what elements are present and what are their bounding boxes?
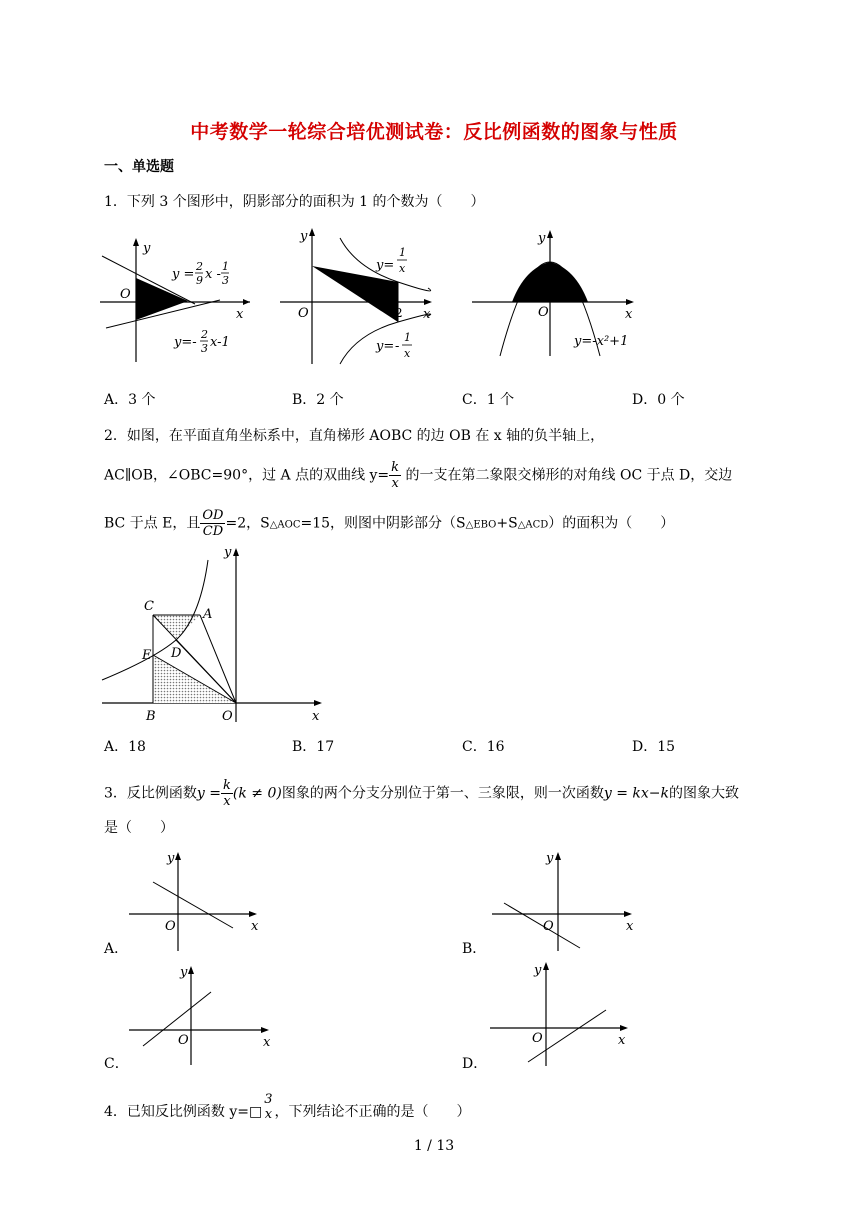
svg-text:3: 3 (222, 274, 229, 287)
svg-text:y: y (534, 963, 542, 978)
q1-fig2-tick-2: 2 (395, 306, 403, 320)
q1-fig2-eq-top (375, 246, 407, 275)
svg-text:y=-: y=- (174, 335, 197, 350)
q2-line3-part-a: BC 于点 E，且 (104, 515, 201, 532)
svg-text:2: 2 (196, 260, 203, 273)
q2-option-d[interactable]: D．15 (632, 739, 676, 755)
q1-fig1-y-label: y (143, 241, 151, 256)
q1-fig1-origin-label: O (120, 287, 131, 302)
svg-text:1: 1 (399, 246, 406, 259)
svg-text:y: y (167, 851, 175, 866)
page-title: 中考数学一轮综合培优测试卷：反比例函数的图象与性质 (190, 121, 678, 143)
svg-text:x: x (618, 1033, 626, 1048)
q3-option-a[interactable]: A． (104, 941, 129, 957)
q2-label-b: B (146, 709, 156, 724)
q1-fig3-x-label: x (625, 307, 633, 322)
svg-text:2: 2 (201, 328, 208, 341)
q1-fig2-eq-bottom (375, 331, 412, 360)
q2-figure (100, 540, 340, 725)
q3-graph-b (488, 848, 640, 953)
svg-text:x: x (626, 919, 634, 934)
q1-fig3-y-label: y (538, 231, 546, 246)
svg-text:O: O (532, 1031, 543, 1046)
svg-text:y: y (180, 965, 188, 980)
q3-option-b[interactable]: B． (462, 941, 487, 957)
q4-part-b: ，下列结论不正确的是（ ） (274, 1104, 471, 1120)
q1-option-b[interactable]: B．2 个 (292, 392, 344, 408)
svg-text:x-1: x-1 (210, 335, 230, 350)
q1-figure-1 (100, 238, 270, 363)
svg-text:y=: y= (376, 339, 395, 354)
svg-text:x: x (251, 919, 259, 934)
q2-label-e: E (142, 648, 152, 663)
q1-fig1-x-label: x (236, 307, 244, 322)
svg-text:O: O (178, 1033, 189, 1048)
question-2-line-2 (104, 460, 732, 491)
q2-option-b[interactable]: B．17 (292, 739, 335, 755)
question-3-line-2: 是（ ） (104, 820, 174, 836)
q2-label-y: y (224, 545, 232, 560)
q1-figure-2 (278, 226, 438, 366)
q2-label-x: x (312, 709, 320, 724)
svg-text:y: y (546, 851, 554, 866)
svg-text:O: O (165, 919, 176, 934)
question-1-text: 1．下列 3 个图形中，阴影部分的面积为 1 的个数为（ ） (104, 194, 485, 210)
q2-frac-od-cd: $\frac{OD}{CD}$ (202, 508, 224, 539)
question-4-text (104, 1092, 471, 1122)
q2-line2-part-a: AC∥OB，∠OBC=90°，过 A 点的双曲线 y= (104, 467, 390, 484)
q1-fig2-y-label: y (300, 229, 308, 244)
svg-text:O: O (543, 919, 554, 934)
svg-text:9: 9 (196, 274, 203, 287)
question-3-line-1: 3．反比例函数y = $\frac{k}{x}$ (k ≠ 0)图象的两个分支分别位于第一、三象限，则一次函数y = kx−k的图象大致 (104, 778, 739, 809)
q3-graph-d (486, 958, 638, 1068)
question-2-line-1: 2．如图，在平面直角坐标系中，直角梯形 AOBC 的边 OB 在 x 轴的负半轴上， (104, 428, 605, 444)
svg-text:y =: y = (172, 267, 195, 282)
q2-label-c: C (144, 599, 154, 614)
q3-graph-c (125, 962, 277, 1067)
q1-fig2-x-label: x (423, 307, 431, 322)
q3-option-d[interactable]: D． (462, 1056, 488, 1072)
svg-text:1: 1 (404, 331, 411, 344)
svg-text:3: 3 (201, 342, 208, 355)
q4-part-a: 4．已知反比例函数 y=□ (104, 1104, 263, 1120)
q1-option-d[interactable]: D．0 个 (632, 392, 685, 408)
q1-fig2-origin-label: O (298, 306, 309, 321)
svg-text:-: - (395, 339, 400, 354)
q1-fig3-origin-label: O (538, 305, 549, 320)
svg-text:x: x (263, 1035, 271, 1050)
q3-option-c[interactable]: C． (104, 1056, 129, 1072)
q2-label-d: D (171, 646, 182, 661)
q1-fig1-eq-top (171, 260, 229, 287)
q4-frac-3-over-x: 3 x (264, 1092, 273, 1122)
q1-fig1-eq-bottom (173, 328, 230, 355)
q3-linear-function: y = kx−k (603, 785, 669, 802)
q3-graph-a (125, 848, 265, 953)
svg-text:y=: y= (376, 258, 395, 273)
section-heading: 一、单选题 (104, 159, 174, 175)
q2-label-a: A (203, 607, 213, 622)
q2-line2-part-b: 的一支在第二象限交梯形的对角线 OC 于点 D，交边 (405, 467, 733, 484)
q1-option-a[interactable]: A．3 个 (104, 392, 156, 408)
page-number: 1 / 13 (413, 1138, 455, 1154)
svg-text:1: 1 (222, 260, 229, 273)
q1-figure-3 (470, 228, 640, 358)
q3-line1-part-a: 3．反比例函数 (104, 785, 197, 802)
q3-frac-k-over-x: $\frac{k}{x}$ (223, 778, 231, 809)
q2-option-c[interactable]: C．16 (462, 739, 505, 755)
svg-text:x: x (399, 262, 406, 275)
q2-label-o: O (222, 709, 233, 724)
svg-text:x: x (404, 347, 411, 360)
q2-frac-k-over-x: $\frac{k}{x}$ (391, 460, 400, 491)
svg-text:x -: x - (205, 267, 221, 282)
question-2-line-3: BC 于点 E，且 $\frac{OD}{CD}$ =2，S△AOC=15，则图中阴影部分（S△EBO+S△ACD）的面积为（ ） (104, 508, 675, 539)
q1-fig3-eq: y=-x²+1 (574, 334, 629, 349)
q1-option-c[interactable]: C．1 个 (462, 392, 515, 408)
q2-option-a[interactable]: A．18 (104, 739, 146, 755)
